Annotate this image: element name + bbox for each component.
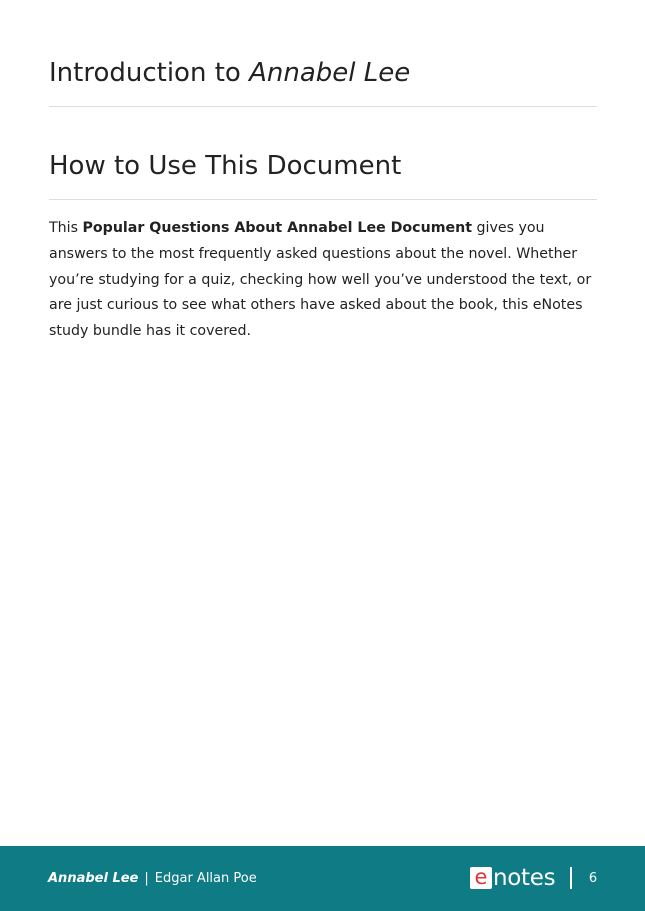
body-text-bold: Popular Questions About Annabel Lee Document (82, 220, 472, 236)
enotes-logo-text: notes (493, 865, 556, 891)
intro-heading-prefix: Introduction to (49, 58, 250, 88)
section-heading: How to Use This Document (49, 151, 402, 181)
footer-divider (570, 867, 572, 889)
footer-book-title: Annabel Lee (48, 871, 139, 886)
page-number: 6 (588, 871, 598, 886)
enotes-logo (470, 865, 555, 891)
footer-book-info (48, 871, 257, 887)
intro-heading (49, 56, 597, 90)
body-text-start: This (49, 220, 83, 236)
intro-heading-title: Annabel Lee (249, 58, 411, 88)
body-text-rest: gives you answers to the most frequently asked questions about the novel. Whether you’re studying for a quiz, checking how well you’ve understood the text, or are just curious to see what others have asked about the book, this eNotes study bundle has it covered. (49, 220, 592, 340)
footer-author: Edgar Allan Poe (154, 871, 257, 886)
footer-separator: | (144, 871, 149, 886)
enotes-logo-icon: e (470, 867, 492, 889)
heading-divider (49, 106, 597, 107)
body-paragraph (49, 216, 597, 345)
page-footer (0, 846, 645, 911)
section-divider (49, 199, 597, 200)
